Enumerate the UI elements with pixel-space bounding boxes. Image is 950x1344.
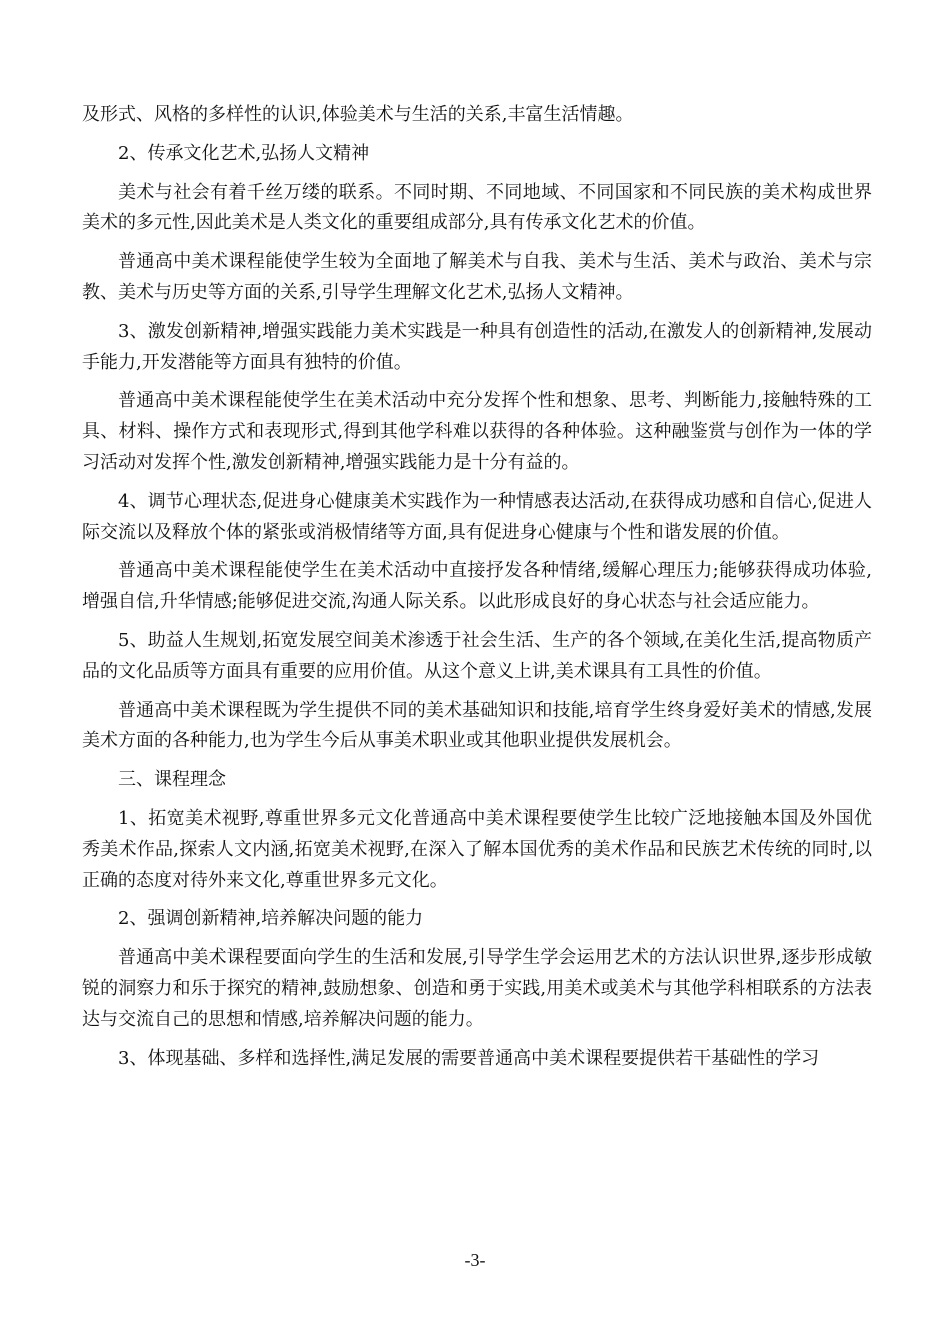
document-body: [82, 100, 872, 1074]
paragraph: 普通高中美术课程能使学生在美术活动中直接抒发各种情绪,缓解心理压力;能够获得成功体验,增强自信,升华情感;能够促进交流,沟通人际关系。以此形成良好的身心状态与社会适应能力。: [82, 560, 872, 613]
paragraph: 普通高中美术课程既为学生提供不同的美术基础知识和技能,培育学生终身爱好美术的情感,发展美术方面的各种能力,也为学生今后从事美术职业或其他职业提供发展机会。: [82, 699, 872, 752]
paragraph: 普通高中美术课程能使学生在美术活动中充分发挥个性和想象、思考、判断能力,接触特殊的工具、材料、操作方式和表现形式,得到其他学科难以获得的各种体验。这种融鉴赏与创作为一体的学习活动对发挥个性,激发创新精神,增强实践能力是十分有益的。: [82, 390, 872, 473]
paragraph-continuation: 及形式、风格的多样性的认识,体验美术与生活的关系,丰富生活情趣。: [82, 104, 634, 125]
paragraph: 普通高中美术课程要面向学生的生活和发展,引导学生学会运用艺术的方法认识世界,逐步形成敏锐的洞察力和乐于探究的精神,鼓励想象、创造和勇于实践,用美术或美术与其他学科相联系的方法表达与交流自己的思想和情感,培养解决问题的能力。: [82, 947, 872, 1030]
chapter-heading-course-philosophy: 三、课程理念: [118, 769, 226, 791]
section-heading-4: 4、调节心理状态,促进身心健康美术实践作为一种情感表达活动,在获得成功感和自信心,促进人际交流以及释放个体的紧张或消极情绪等方面,具有促进身心健康与个性和谐发展的价值。: [82, 490, 872, 543]
section-heading-3: 3、激发创新精神,增强实践能力美术实践是一种具有创造性的活动,在激发人的创新精神,发展动手能力,开发潜能等方面具有独特的价值。: [82, 320, 872, 373]
section-heading-2: 2、传承文化艺术,弘扬人文精神: [118, 142, 370, 164]
paragraph: 普通高中美术课程能使学生较为全面地了解美术与自我、美术与生活、美术与政治、美术与宗教、美术与历史等方面的关系,引导学生理解文化艺术,弘扬人文精神。: [82, 251, 872, 303]
paragraph: 美术与社会有着千丝万缕的联系。不同时期、不同地域、不同国家和不同民族的美术构成世界美术的多元性,因此美术是人类文化的重要组成部分,具有传承文化艺术的价值。: [82, 181, 872, 234]
philosophy-heading-3: 3、体现基础、多样和选择性,满足发展的需要普通高中美术课程要提供若干基础性的学习: [118, 1047, 820, 1069]
philosophy-heading-1: 1、拓宽美术视野,尊重世界多元文化普通高中美术课程要使学生比较广泛地接触本国及外国优秀美术作品,探索人文内涵,拓宽美术视野,在深入了解本国优秀的美术作品和民族艺术传统的同时,以正确的态度对待外来文化,尊重世界多元文化。: [82, 807, 872, 891]
section-heading-5: 5、助益人生规划,拓宽发展空间美术渗透于社会生活、生产的各个领域,在美化生活,提高物质产品的文化品质等方面具有重要的应用价值。从这个意义上讲,美术课具有工具性的价值。: [82, 629, 872, 682]
philosophy-heading-2: 2、强调创新精神,培养解决问题的能力: [118, 908, 424, 930]
page-number: -3-: [464, 1250, 486, 1270]
